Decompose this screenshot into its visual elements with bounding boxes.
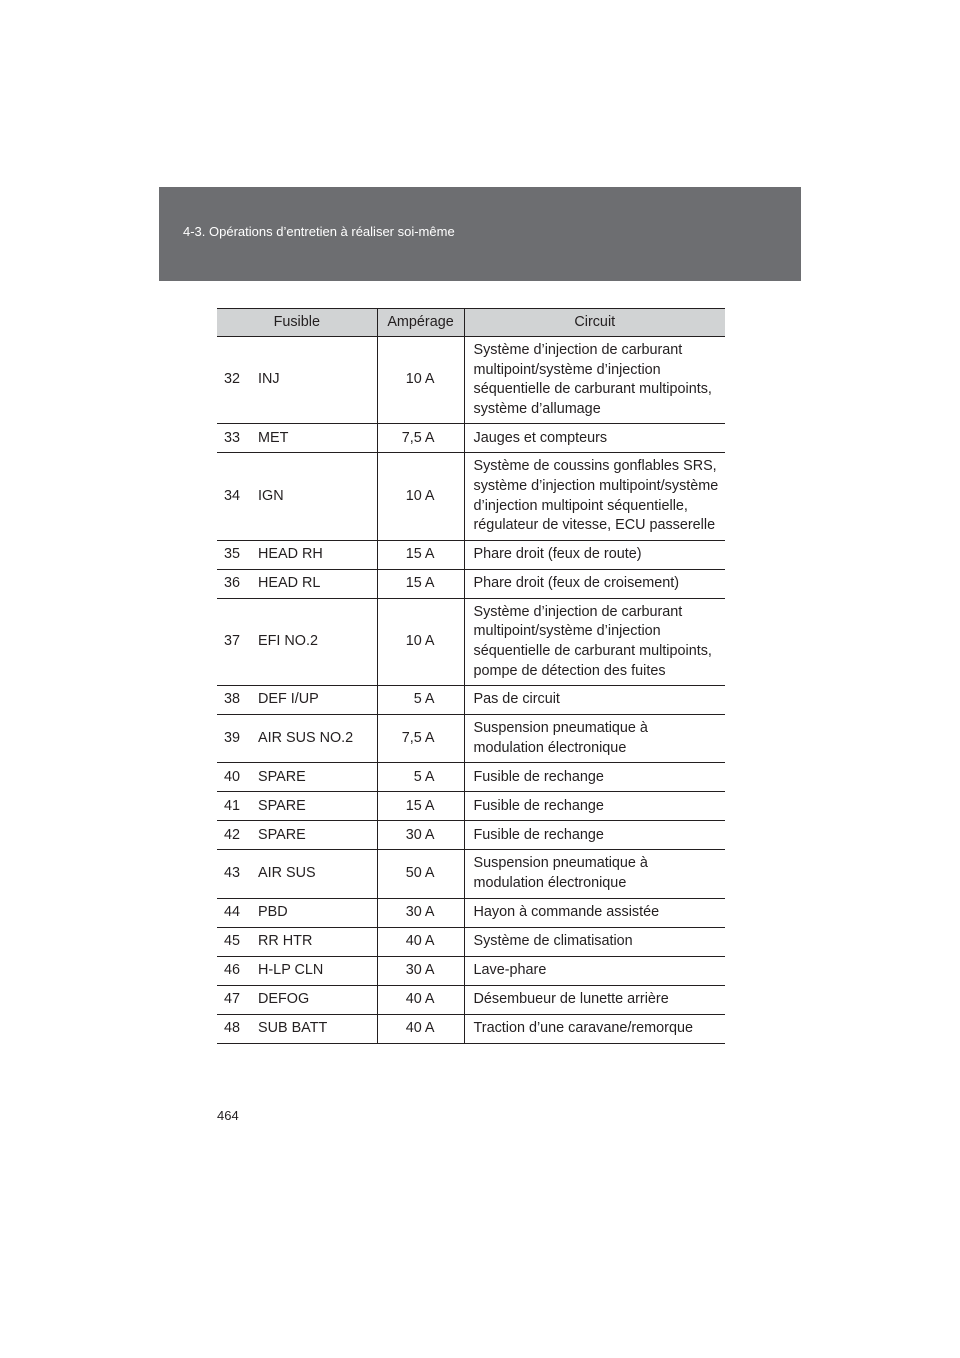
fuse-name: SPARE <box>248 821 377 850</box>
fuse-circuit: Suspension pneumatique à modulation électronique <box>464 715 725 763</box>
table-row <box>217 956 725 985</box>
fuse-name: SPARE <box>248 763 377 792</box>
fuse-name: IGN <box>248 453 377 540</box>
table-row <box>217 821 725 850</box>
fuse-amperage: 7,5 A <box>377 715 464 763</box>
fuse-name: EFI NO.2 <box>248 598 377 685</box>
fuse-number: 42 <box>217 821 248 850</box>
fuse-name: SUB BATT <box>248 1014 377 1043</box>
column-header-amperage: Ampérage <box>377 309 464 337</box>
fuse-number: 36 <box>217 569 248 598</box>
fuse-circuit: Fusible de rechange <box>464 821 725 850</box>
fuse-name: RR HTR <box>248 927 377 956</box>
fuse-amperage: 10 A <box>377 598 464 685</box>
fuse-name: AIR SUS NO.2 <box>248 715 377 763</box>
fuse-circuit: Système de climatisation <box>464 927 725 956</box>
fuse-amperage: 10 A <box>377 453 464 540</box>
fuse-number: 44 <box>217 898 248 927</box>
fuse-amperage: 30 A <box>377 898 464 927</box>
table-header-row <box>217 309 725 337</box>
fuse-amperage: 15 A <box>377 792 464 821</box>
fuse-number: 32 <box>217 337 248 424</box>
table-body <box>217 337 725 1044</box>
fuse-amperage: 15 A <box>377 540 464 569</box>
fuse-amperage: 40 A <box>377 927 464 956</box>
table-row <box>217 898 725 927</box>
fuse-circuit: Désembueur de lunette arrière <box>464 985 725 1014</box>
fuse-circuit: Phare droit (feux de route) <box>464 540 725 569</box>
fuse-amperage: 40 A <box>377 1014 464 1043</box>
fuse-circuit: Hayon à commande assistée <box>464 898 725 927</box>
fuse-amperage: 40 A <box>377 985 464 1014</box>
section-header-band <box>159 187 801 281</box>
fuse-number: 47 <box>217 985 248 1014</box>
fuse-circuit: Fusible de rechange <box>464 792 725 821</box>
fuse-name: SPARE <box>248 792 377 821</box>
fuse-name: H-LP CLN <box>248 956 377 985</box>
table-row <box>217 598 725 685</box>
fuse-amperage: 30 A <box>377 956 464 985</box>
fuse-amperage: 5 A <box>377 763 464 792</box>
table-row <box>217 985 725 1014</box>
fuse-circuit: Système de coussins gonflables SRS, système d’injection multipoint/système d’injection multipoint séquentielle, régulateur de vitesse, ECU passerelle <box>464 453 725 540</box>
fuse-amperage: 5 A <box>377 686 464 715</box>
table-row <box>217 453 725 540</box>
fuse-number: 41 <box>217 792 248 821</box>
fuse-circuit: Jauges et compteurs <box>464 424 725 453</box>
table-row <box>217 424 725 453</box>
table-row <box>217 850 725 898</box>
table-row <box>217 715 725 763</box>
fuse-number: 43 <box>217 850 248 898</box>
fuse-table <box>217 308 725 1044</box>
table-row <box>217 686 725 715</box>
fuse-amperage: 50 A <box>377 850 464 898</box>
table-row <box>217 337 725 424</box>
fuse-name: AIR SUS <box>248 850 377 898</box>
table-row <box>217 792 725 821</box>
fuse-number: 46 <box>217 956 248 985</box>
fuse-amperage: 30 A <box>377 821 464 850</box>
fuse-name: MET <box>248 424 377 453</box>
fuse-number: 38 <box>217 686 248 715</box>
fuse-number: 35 <box>217 540 248 569</box>
fuse-number: 45 <box>217 927 248 956</box>
column-header-circuit: Circuit <box>464 309 725 337</box>
fuse-circuit: Fusible de rechange <box>464 763 725 792</box>
fuse-name: PBD <box>248 898 377 927</box>
fuse-name: HEAD RL <box>248 569 377 598</box>
fuse-name: DEF I/UP <box>248 686 377 715</box>
table-row <box>217 1014 725 1043</box>
fuse-circuit: Lave-phare <box>464 956 725 985</box>
fuse-amperage: 10 A <box>377 337 464 424</box>
column-header-fusible: Fusible <box>217 309 377 337</box>
table-row <box>217 927 725 956</box>
section-title: 4-3. Opérations d’entretien à réaliser soi-même <box>183 224 455 239</box>
fuse-circuit: Système d’injection de carburant multipoint/système d’injection séquentielle de carburant multipoints, pompe de détection des fuites <box>464 598 725 685</box>
table-row <box>217 540 725 569</box>
fuse-amperage: 15 A <box>377 569 464 598</box>
fuse-number: 40 <box>217 763 248 792</box>
fuse-circuit: Système d’injection de carburant multipoint/système d’injection séquentielle de carburant multipoints, système d’allumage <box>464 337 725 424</box>
fuse-number: 37 <box>217 598 248 685</box>
fuse-number: 39 <box>217 715 248 763</box>
fuse-circuit: Traction d’une caravane/remorque <box>464 1014 725 1043</box>
fuse-name: HEAD RH <box>248 540 377 569</box>
fuse-number: 33 <box>217 424 248 453</box>
fuse-circuit: Phare droit (feux de croisement) <box>464 569 725 598</box>
table-row <box>217 569 725 598</box>
fuse-number: 34 <box>217 453 248 540</box>
page-number: 464 <box>217 1108 239 1123</box>
fuse-circuit: Suspension pneumatique à modulation électronique <box>464 850 725 898</box>
table-row <box>217 763 725 792</box>
fuse-circuit: Pas de circuit <box>464 686 725 715</box>
fuse-name: INJ <box>248 337 377 424</box>
fuse-name: DEFOG <box>248 985 377 1014</box>
fuse-number: 48 <box>217 1014 248 1043</box>
fuse-amperage: 7,5 A <box>377 424 464 453</box>
